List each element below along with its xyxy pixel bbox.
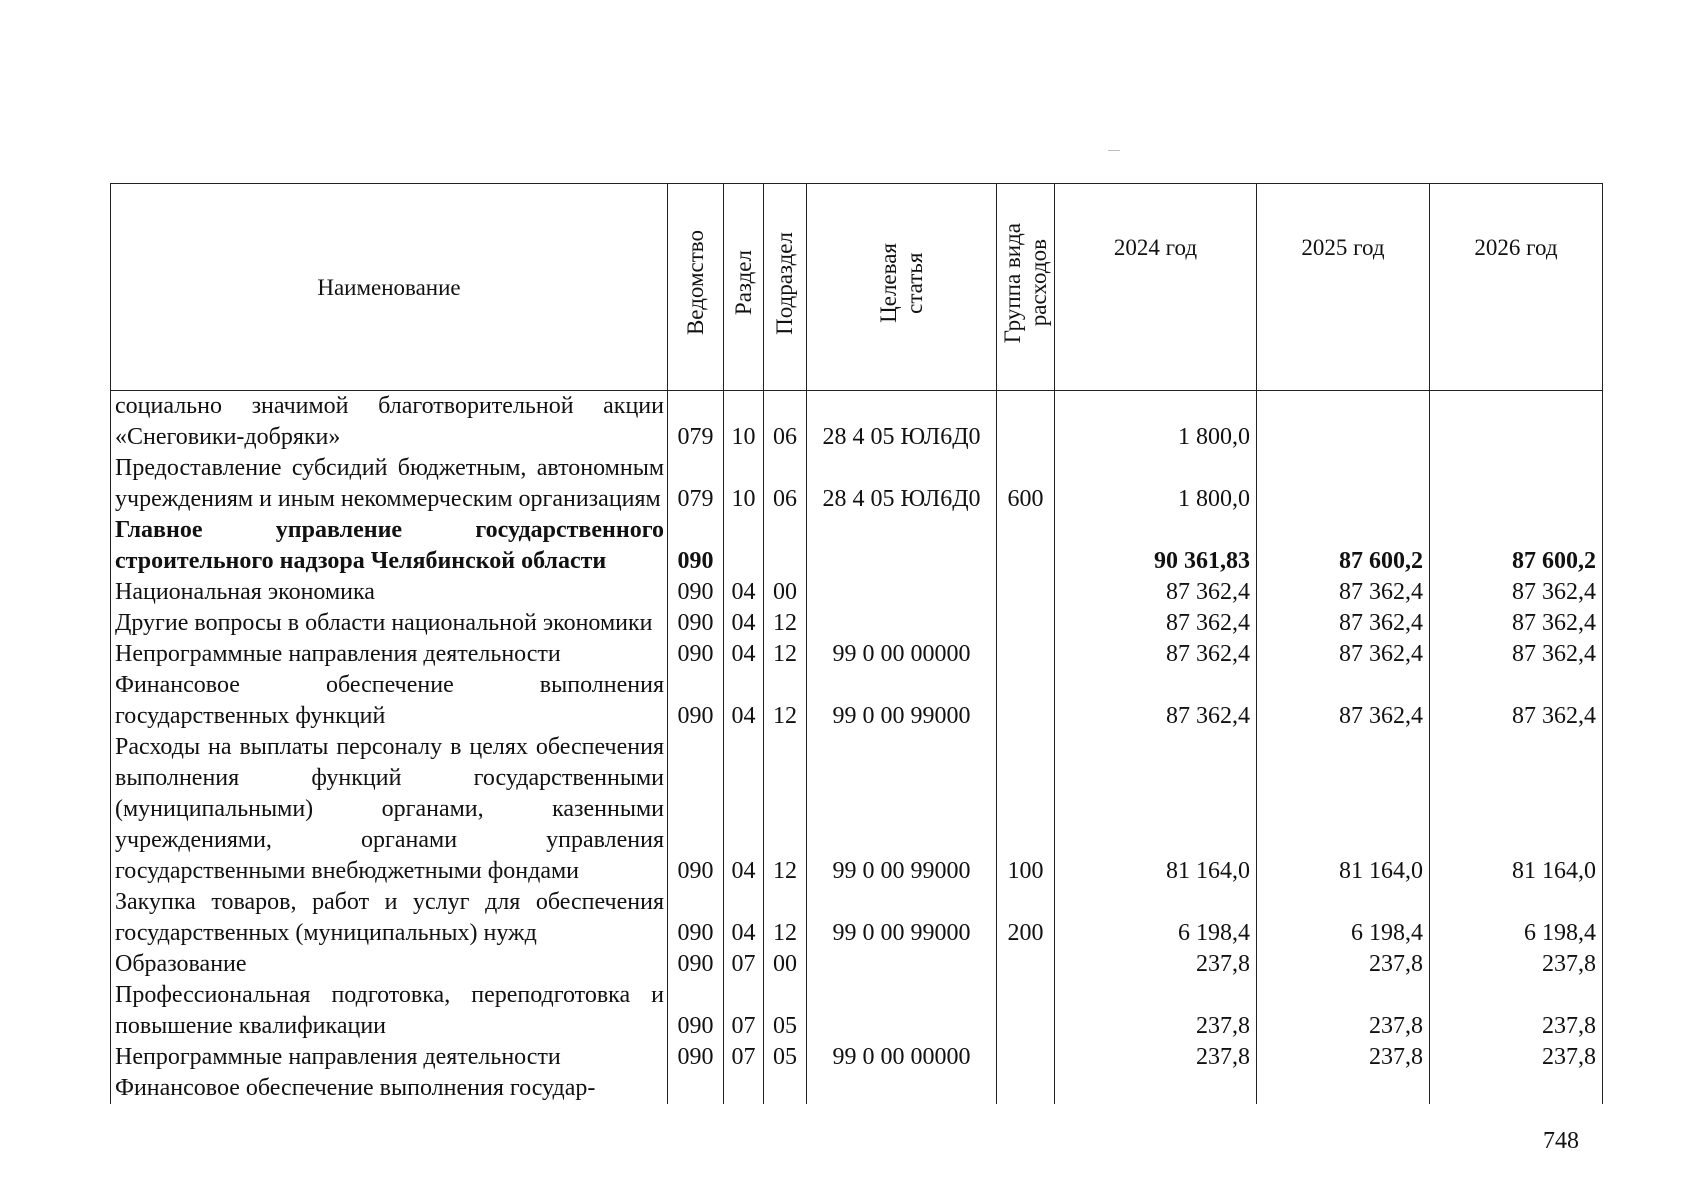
row-amount-2026: 87 362,4: [1430, 639, 1603, 670]
header-expense-group: [997, 184, 1055, 391]
row-department: 090: [668, 732, 724, 887]
header-expense-group-line2: расходов: [1025, 239, 1051, 327]
row-department: [668, 1073, 724, 1104]
row-expense-group: [997, 608, 1055, 639]
row-amount-2026: 87 362,4: [1430, 608, 1603, 639]
row-expense-group: [997, 391, 1055, 454]
row-amount-2025: 87 362,4: [1257, 577, 1430, 608]
row-amount-2026: 87 600,2: [1430, 515, 1603, 577]
row-subsection: 12: [764, 639, 807, 670]
row-subsection: 05: [764, 1042, 807, 1073]
row-subsection: [764, 515, 807, 577]
page-number: 748: [1543, 1128, 1579, 1154]
row-amount-2025: 87 600,2: [1257, 515, 1430, 577]
table-row: [111, 887, 1603, 949]
row-expense-group: 200: [997, 887, 1055, 949]
budget-table: [110, 183, 1603, 1104]
row-section: 04: [724, 639, 764, 670]
row-target-item: [807, 980, 997, 1042]
row-name: Главное управление государственного строительного надзора Челябинской области: [111, 515, 668, 577]
scan-artifact: [1108, 150, 1120, 151]
header-expense-group-line1: Группа вида: [999, 222, 1025, 344]
row-section: 10: [724, 391, 764, 454]
row-expense-group: 600: [997, 453, 1055, 515]
row-department: 079: [668, 391, 724, 454]
row-department: 090: [668, 515, 724, 577]
table-row: [111, 949, 1603, 980]
row-subsection: 06: [764, 453, 807, 515]
table-row: [111, 391, 1603, 454]
row-subsection: 00: [764, 949, 807, 980]
header-target-item-line2: статья: [901, 252, 927, 314]
row-section: 07: [724, 980, 764, 1042]
row-name: Национальная экономика: [111, 577, 668, 608]
row-amount-2025: 237,8: [1257, 1042, 1430, 1073]
header-department: [668, 184, 724, 391]
row-amount-2024: 1 800,0: [1055, 391, 1257, 454]
row-amount-2025: 237,8: [1257, 980, 1430, 1042]
row-amount-2024: [1055, 1073, 1257, 1104]
table-row: [111, 608, 1603, 639]
row-expense-group: [997, 639, 1055, 670]
row-department: 090: [668, 577, 724, 608]
header-year-2024-label: 2024 год: [1113, 235, 1198, 260]
header-year-2025: [1257, 184, 1430, 391]
row-amount-2024: 81 164,0: [1055, 732, 1257, 887]
row-amount-2024: 237,8: [1055, 1042, 1257, 1073]
row-target-item: 28 4 05 ЮЛ6Д0: [807, 391, 997, 454]
row-name: Образование: [111, 949, 668, 980]
header-target-item-label: [876, 243, 928, 323]
table-header: [111, 184, 1603, 391]
row-target-item: [807, 608, 997, 639]
row-subsection: 05: [764, 980, 807, 1042]
row-target-item: [807, 949, 997, 980]
header-subsection-label: Подраздел: [772, 231, 797, 335]
row-amount-2026: [1430, 391, 1603, 454]
row-section: 04: [724, 577, 764, 608]
row-department: 090: [668, 887, 724, 949]
row-expense-group: [997, 980, 1055, 1042]
header-name-label: Наименование: [317, 274, 461, 300]
table-row: [111, 577, 1603, 608]
row-amount-2025: 87 362,4: [1257, 639, 1430, 670]
row-expense-group: [997, 1042, 1055, 1073]
row-expense-group: [997, 1073, 1055, 1104]
row-section: 04: [724, 608, 764, 639]
row-subsection: 00: [764, 577, 807, 608]
row-department: 090: [668, 670, 724, 732]
row-name: Предоставление субсидий бюджетным, автономным учреждениям и иным некоммерческим организациям: [111, 453, 668, 515]
row-amount-2024: 87 362,4: [1055, 608, 1257, 639]
table-row: [111, 1073, 1603, 1104]
header-name: [111, 184, 668, 391]
row-name: социально значимой благотворительной акции «Снеговики-добряки»: [111, 391, 668, 454]
row-amount-2026: 237,8: [1430, 980, 1603, 1042]
row-subsection: [764, 1073, 807, 1104]
header-year-2024: [1055, 184, 1257, 391]
row-amount-2026: 87 362,4: [1430, 670, 1603, 732]
row-name: Другие вопросы в области национальной экономики: [111, 608, 668, 639]
header-target-item-line1: Целевая: [875, 243, 901, 323]
row-department: 090: [668, 608, 724, 639]
header-department-label: Ведомство: [682, 230, 708, 336]
row-target-item: [807, 515, 997, 577]
header-year-2026-label: 2026 год: [1474, 235, 1558, 260]
row-target-item: 99 0 00 99000: [807, 670, 997, 732]
row-department: 090: [668, 639, 724, 670]
row-department: 090: [668, 949, 724, 980]
row-amount-2025: [1257, 391, 1430, 454]
table-row: [111, 732, 1603, 887]
row-section: 10: [724, 453, 764, 515]
row-name: Непрограммные направления деятельности: [111, 1042, 668, 1073]
row-subsection: 12: [764, 670, 807, 732]
row-department: 090: [668, 1042, 724, 1073]
row-name: Профессиональная подготовка, переподготовка и повышение квалификации: [111, 980, 668, 1042]
row-expense-group: 100: [997, 732, 1055, 887]
row-amount-2025: 6 198,4: [1257, 887, 1430, 949]
row-amount-2026: 87 362,4: [1430, 577, 1603, 608]
row-section: 07: [724, 949, 764, 980]
row-department: 079: [668, 453, 724, 515]
row-name: Непрограммные направления деятельности: [111, 639, 668, 670]
row-subsection: 12: [764, 887, 807, 949]
row-target-item: 99 0 00 00000: [807, 639, 997, 670]
row-amount-2025: 237,8: [1257, 949, 1430, 980]
row-department: 090: [668, 980, 724, 1042]
header-subsection: [764, 184, 807, 391]
row-target-item: 99 0 00 00000: [807, 1042, 997, 1073]
header-year-2026: [1430, 184, 1603, 391]
row-amount-2026: 81 164,0: [1430, 732, 1603, 887]
row-section: 04: [724, 670, 764, 732]
header-year-2025-label: 2025 год: [1301, 235, 1385, 260]
row-amount-2024: 87 362,4: [1055, 577, 1257, 608]
table-row: [111, 453, 1603, 515]
row-amount-2026: 6 198,4: [1430, 887, 1603, 949]
table-row: [111, 639, 1603, 670]
row-amount-2026: [1430, 453, 1603, 515]
row-amount-2024: 6 198,4: [1055, 887, 1257, 949]
table-row: [111, 1042, 1603, 1073]
row-section: 04: [724, 732, 764, 887]
row-name: Закупка товаров, работ и услуг для обеспечения государственных (муниципальных) нужд: [111, 887, 668, 949]
row-amount-2025: 87 362,4: [1257, 608, 1430, 639]
row-name: Финансовое обеспечение выполнения государ-: [111, 1073, 668, 1104]
table-row: [111, 670, 1603, 732]
row-target-item: [807, 1073, 997, 1104]
row-expense-group: [997, 577, 1055, 608]
row-section: [724, 1073, 764, 1104]
row-amount-2024: 87 362,4: [1055, 639, 1257, 670]
row-expense-group: [997, 670, 1055, 732]
row-amount-2024: 90 361,83: [1055, 515, 1257, 577]
header-row: [111, 184, 1603, 391]
row-amount-2025: 87 362,4: [1257, 670, 1430, 732]
row-target-item: 99 0 00 99000: [807, 732, 997, 887]
row-amount-2026: 237,8: [1430, 949, 1603, 980]
row-name: Расходы на выплаты персоналу в целях обеспечения выполнения функций государственными (муниципальными) органами, казенными учреждениями, органами управления государственными внебюджетными фондами: [111, 732, 668, 887]
row-amount-2026: [1430, 1073, 1603, 1104]
row-amount-2025: [1257, 1073, 1430, 1104]
table-body: [111, 391, 1603, 1105]
row-section: 07: [724, 1042, 764, 1073]
header-section: [724, 184, 764, 391]
row-amount-2026: 237,8: [1430, 1042, 1603, 1073]
row-amount-2025: [1257, 453, 1430, 515]
header-expense-group-label: [1000, 223, 1052, 343]
row-name: Финансовое обеспечение выполнения государственных функций: [111, 670, 668, 732]
row-amount-2024: 87 362,4: [1055, 670, 1257, 732]
row-subsection: 12: [764, 732, 807, 887]
row-target-item: 99 0 00 99000: [807, 887, 997, 949]
row-target-item: [807, 577, 997, 608]
row-target-item: 28 4 05 ЮЛ6Д0: [807, 453, 997, 515]
row-amount-2024: 237,8: [1055, 949, 1257, 980]
row-section: [724, 515, 764, 577]
row-expense-group: [997, 949, 1055, 980]
header-target-item: [807, 184, 997, 391]
row-amount-2024: 1 800,0: [1055, 453, 1257, 515]
table-row: [111, 515, 1603, 577]
table-row: [111, 980, 1603, 1042]
row-subsection: 12: [764, 608, 807, 639]
header-section-label: Раздел: [730, 250, 756, 316]
row-amount-2024: 237,8: [1055, 980, 1257, 1042]
row-section: 04: [724, 887, 764, 949]
row-subsection: 06: [764, 391, 807, 454]
row-amount-2025: 81 164,0: [1257, 732, 1430, 887]
row-expense-group: [997, 515, 1055, 577]
